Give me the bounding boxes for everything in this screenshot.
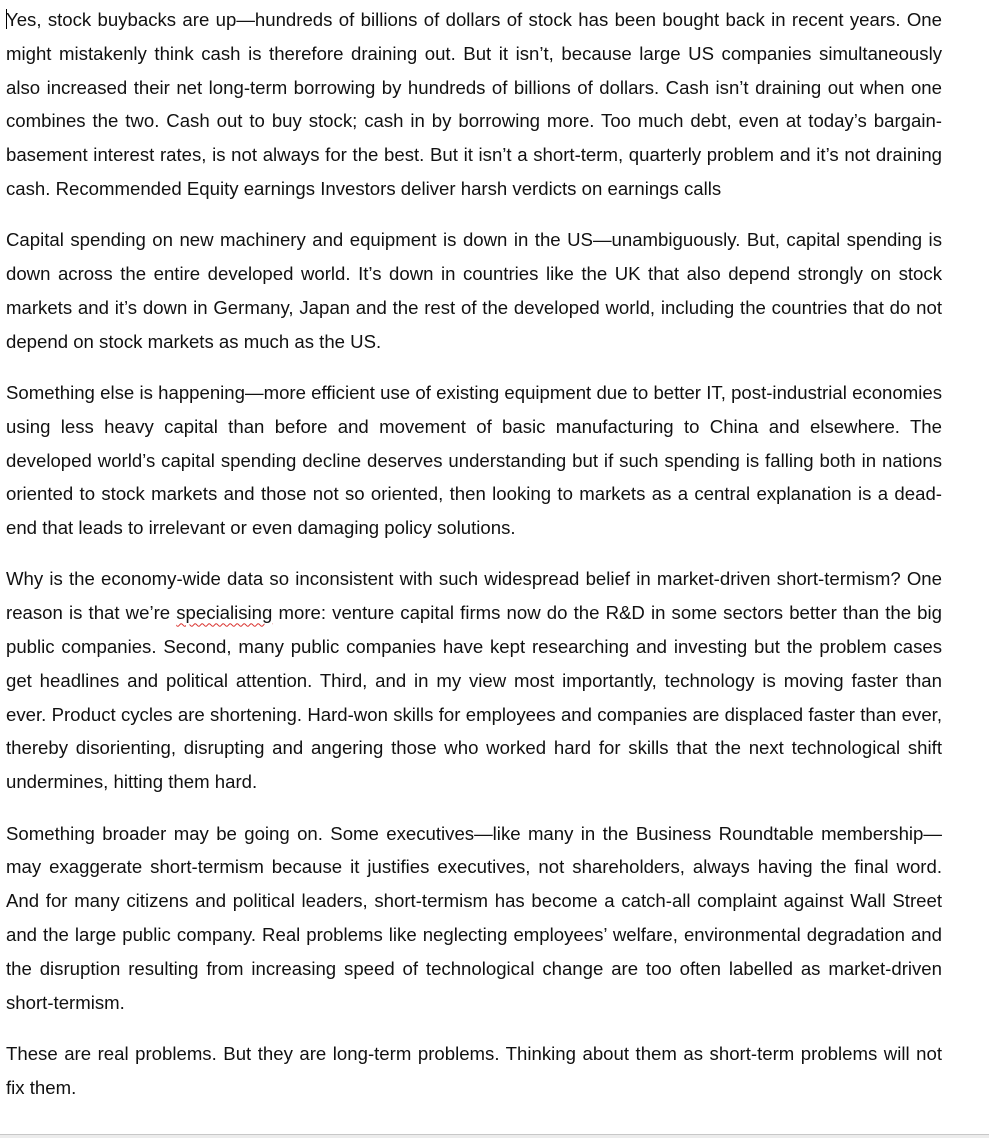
paragraph-3 (6, 376, 942, 545)
paragraph-4-text-after: more: venture capital firms now do the R&D in some sectors better than the big public companies. Second, many public companies have kept researching and investing but the problem cases get headlines and political attention. Third, and in my view most importantly, technology is moving faster than ever. Product cycles are shortening. Hard-won skills for employees and companies are displaced faster than ever, thereby disorienting, disrupting and angering those who worked hard for skills that the next technological shift undermines, hitting them hard. (6, 602, 942, 793)
paragraph-1 (6, 3, 942, 206)
spellcheck-flagged-word[interactable]: specialising (176, 602, 273, 624)
paragraph-1-text: Yes, stock buybacks are up—hundreds of billions of dollars of stock has been bought back in recent years. One might mistakenly think cash is therefore draining out. But it isn’t, because large US companies simultaneously also increased their net long-term borrowing by hundreds of billions of dollars. Cash isn’t draining out when one combines the two. Cash out to buy stock; cash in by borrowing more. Too much debt, even at today’s bargain-basement interest rates, is not always for the best. But it isn’t a short-term, quarterly problem and it’s not draining cash. Recommended Equity earnings Investors deliver harsh verdicts on earnings calls (6, 9, 942, 199)
paragraph-2-text: Capital spending on new machinery and equipment is down in the US—unambiguously. But, capital spending is down across the entire developed world. It’s down in countries like the UK that also depend strongly on stock markets and it’s down in Germany, Japan and the rest of the developed world, including the countries that do not depend on stock markets as much as the US. (6, 229, 942, 352)
paragraph-4 (6, 562, 942, 799)
paragraph-6 (6, 1037, 942, 1105)
paragraph-6-text: These are real problems. But they are long-term problems. Thinking about them as short-term problems will not fix them. (6, 1042, 942, 1098)
document-body[interactable] (6, 3, 942, 1122)
paragraph-4-text-before: Why is the economy-wide data so inconsistent with such widespread belief in market-driven short-termism? One reason is that we’re (6, 568, 942, 624)
paragraph-3-text: Something else is happening—more efficient use of existing equipment due to better IT, post-industrial economies using less heavy capital than before and movement of basic manufacturing to China and elsewhere. The developed world’s capital spending decline deserves understanding but if such spending is falling both in nations oriented to stock markets and those not so oriented, then looking to markets as a central explanation is a dead-end that leads to irrelevant or even damaging policy solutions. (6, 381, 942, 539)
paragraph-5-text: Something broader may be going on. Some executives—like many in the Business Roundtable membership—may exaggerate short-termism because it justifies executives, not shareholders, always having the final word. And for many citizens and political leaders, short-termism has become a catch-all complaint against Wall Street and the large public company. Real problems like neglecting employees’ welfare, environmental degradation and the disruption resulting from increasing speed of technological change are too often labelled as market-driven short-termism. (6, 822, 942, 1013)
paragraph-5 (6, 817, 942, 1020)
paragraph-2 (6, 223, 942, 358)
